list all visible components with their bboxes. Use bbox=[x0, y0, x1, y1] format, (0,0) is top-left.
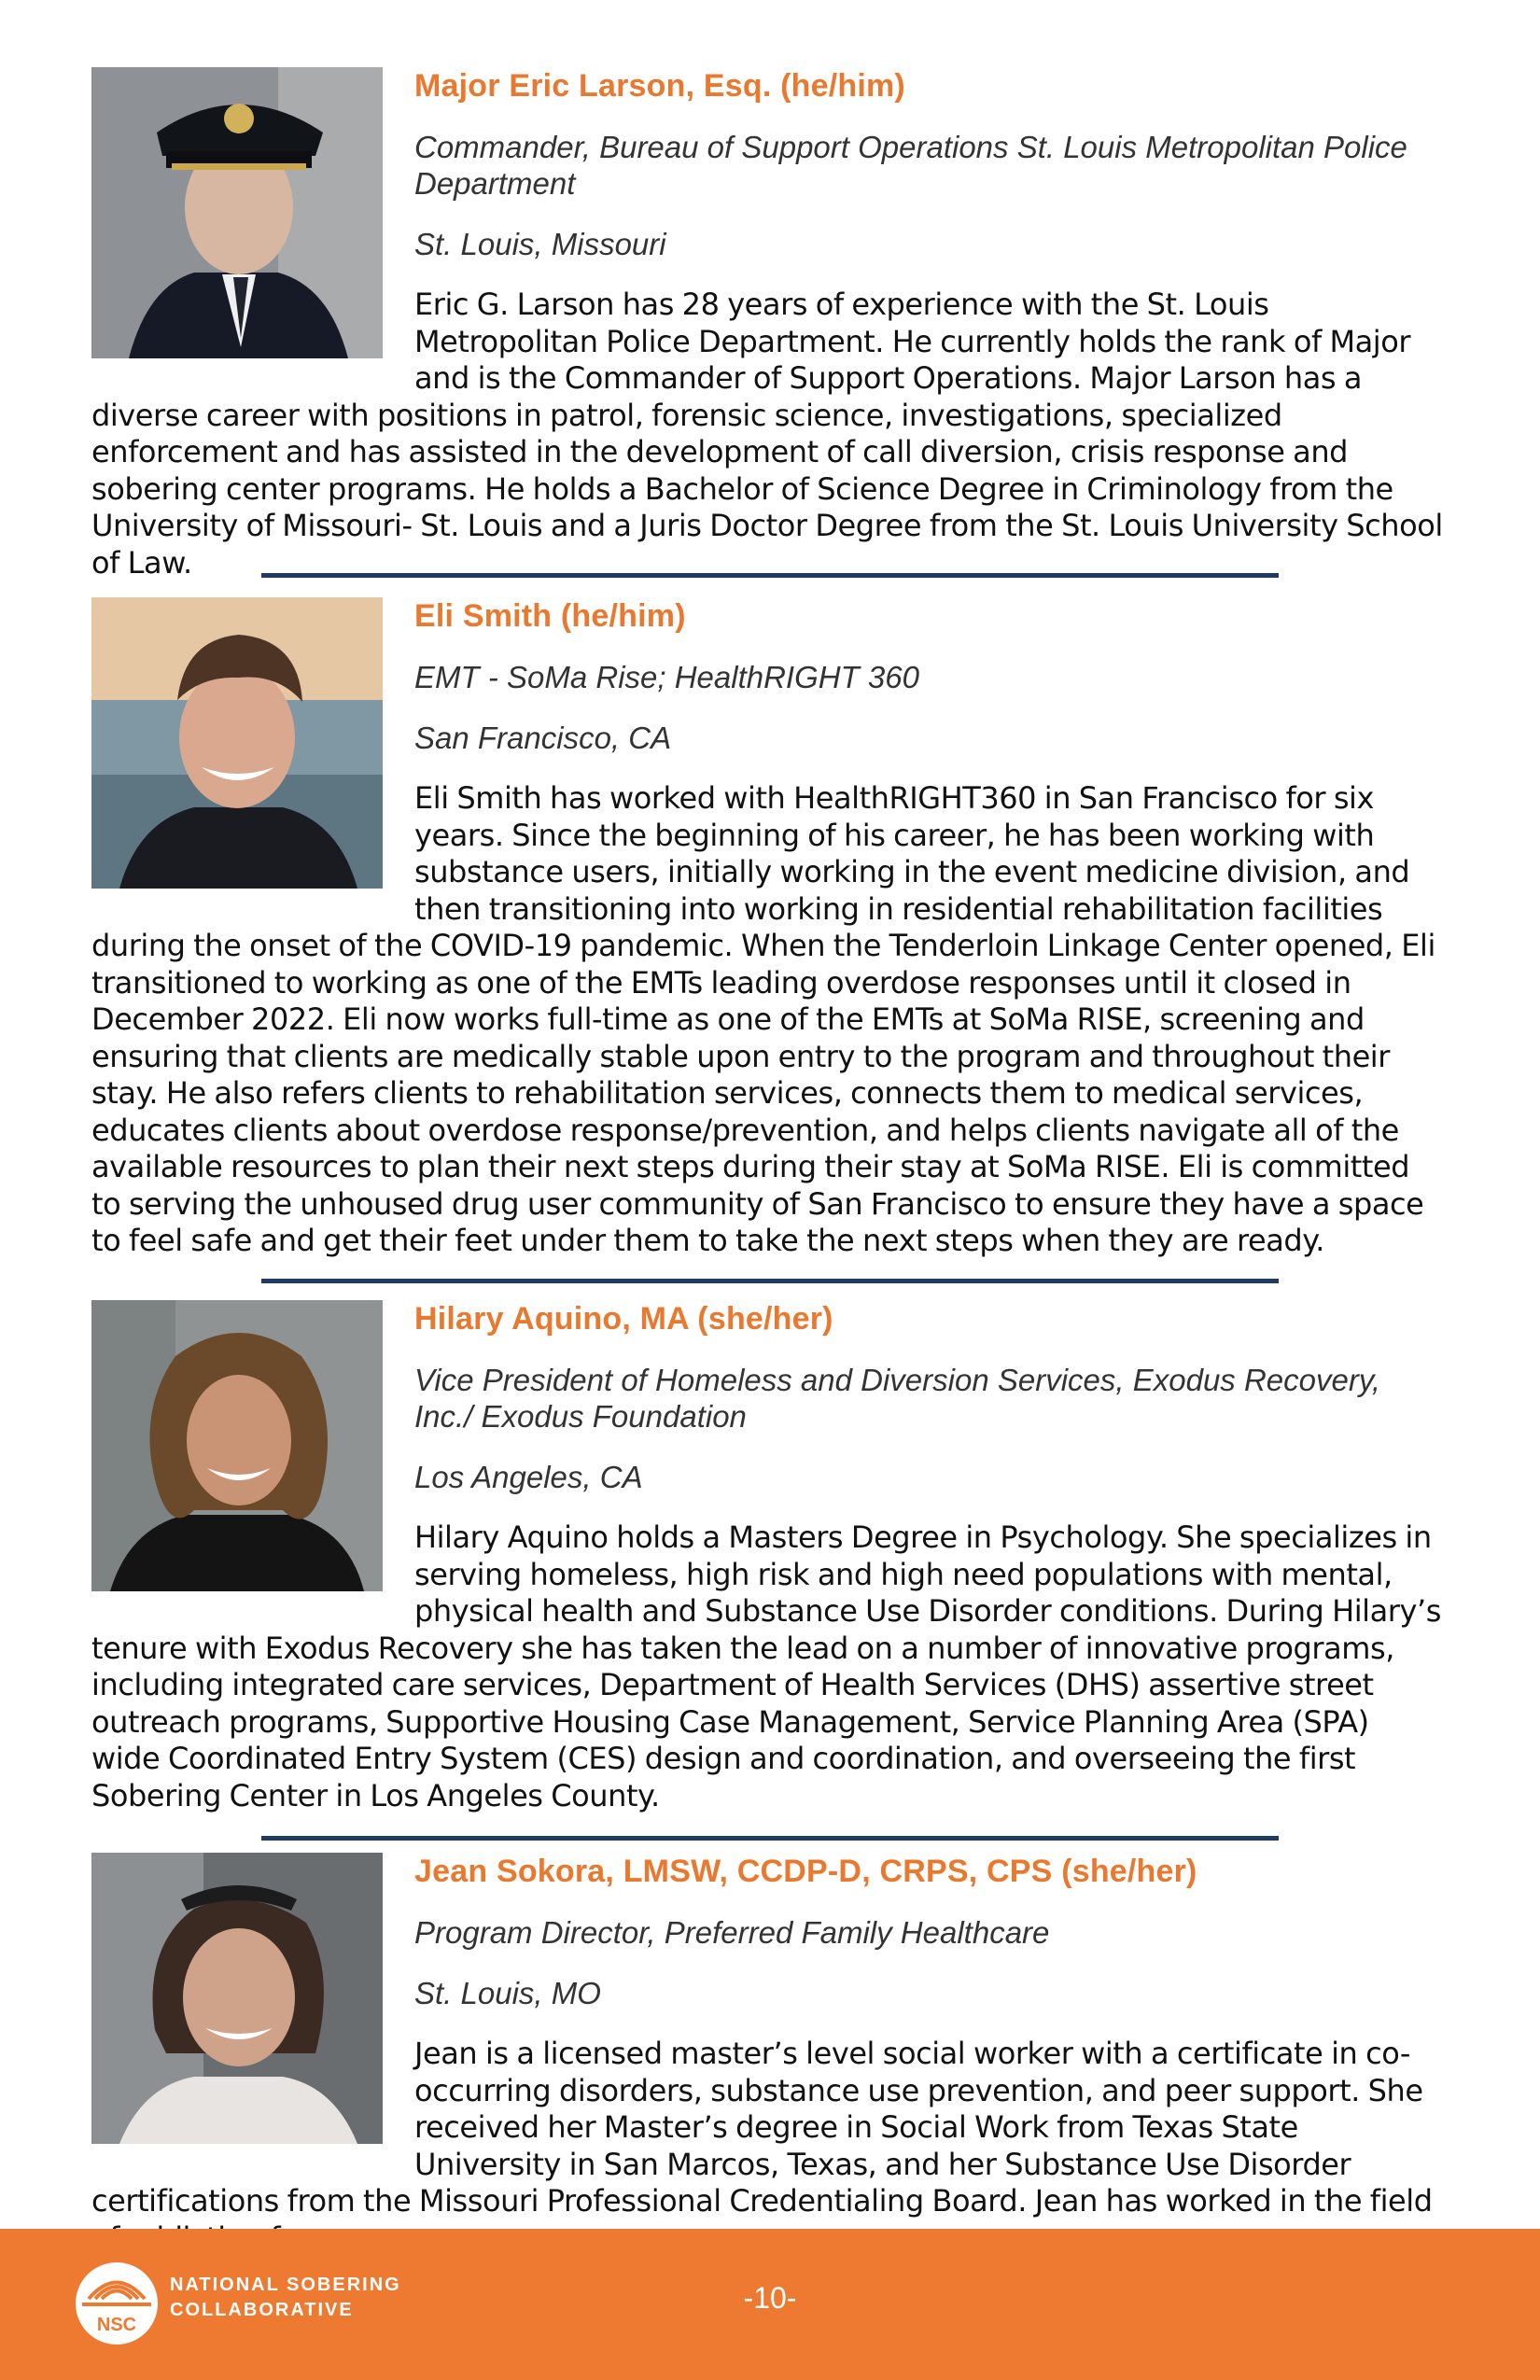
headshot-photo bbox=[91, 67, 383, 358]
speaker-bio: Hilary Aquino holds a Masters Degree in Psychology. She specializes in serving homeless, high risk and high need populations with mental, physical health and Substance Use Disorder conditions. During Hilary’s tenure with Exodus Recovery she has taken the lead on a number of innovative programs, including integrated care services, Department of Health Services (DHS) assertive street outreach programs, Supportive Housing Case Management, Service Planning Area (SPA) wide Coordinated Entry System (CES) design and coordination, and overseeing the first Sobering Center in Los Angeles County. bbox=[91, 1519, 1441, 1813]
page-number: -10- bbox=[743, 2281, 797, 2315]
logo-abbrev: NSC bbox=[96, 2315, 137, 2335]
speaker-name: Eli Smith (he/him) bbox=[414, 598, 686, 634]
speaker-title: Program Director, Preferred Family Healthcare bbox=[414, 1915, 1050, 1950]
speaker-title: Commander, Bureau of Support Operations St. Louis Metropolitan Police Department bbox=[414, 130, 1407, 201]
section-divider bbox=[261, 1836, 1279, 1841]
bio-eric-larson bbox=[91, 67, 1445, 581]
logo-line-2: COLLABORATIVE bbox=[170, 2300, 354, 2320]
nsc-logo-icon bbox=[75, 2261, 159, 2345]
bio-jean-sokora bbox=[91, 1853, 1445, 2257]
logo-line-1: NATIONAL SOBERING bbox=[170, 2275, 401, 2295]
headshot-photo bbox=[91, 1853, 383, 2144]
speaker-location: San Francisco, CA bbox=[414, 721, 672, 755]
speaker-name: Major Eric Larson, Esq. (he/him) bbox=[414, 68, 905, 104]
headshot-photo bbox=[91, 597, 383, 889]
speaker-location: St. Louis, Missouri bbox=[414, 227, 666, 261]
speaker-name: Hilary Aquino, MA (she/her) bbox=[414, 1301, 833, 1337]
speaker-bio: Eric G. Larson has 28 years of experience with the St. Louis Metropolitan Police Department. He currently holds the rank of Major and is the Commander of Support Operations. Major Larson has a diverse career with positions in patrol, forensic science, investigations, specialized enforcement and has assisted in the development of call diversion, crisis response and sobering center programs. He holds a Bachelor of Science Degree in Criminology from the University of Missouri- St. Louis and a Juris Doctor Degree from the St. Louis University School of Law. bbox=[91, 287, 1443, 581]
speaker-bio: Jean is a licensed master’s level social worker with a certificate in co-occurring disorders, substance use prevention, and peer support. She received her Master’s degree in Social Work from Texas State University in San Marcos, Texas, and her Substance Use Disorder certifications from the Missouri Professional Credentialing Board. Jean has worked in the field bbox=[91, 2036, 1433, 2219]
logo-wordmark bbox=[170, 2273, 401, 2323]
speaker-bio: Eli Smith has worked with HealthRIGHT360 in San Francisco for six years. Since the beginning of his career, he has been working with substance users, initially working in the event medicine division, and then transitioning into working in residential rehabilitation facilities during the onset of the COVID-19 pandemic. When the Tenderloin Linkage Center opened, Eli transitioned to working as one of the EMTs leading overdose responses until it closed in December 2022. Eli now works full-time as one of the EMTs at SoMa RISE, screening and ensuring that clients are medically stable upon entry to the program and throughout their stay. He also refers clients to rehabilitation services, connects them to medical services, educates clients about overdose response/prevention, and helps clients navigate all of the available resources to plan their next steps during their stay at SoMa RISE. Eli is committed to serving the unhoused drug user community of San Francisco to ensure they have a space to feel safe and get their feet under them to take the next steps when they are ready. bbox=[91, 780, 1435, 1258]
headshot-photo bbox=[91, 1300, 383, 1591]
speaker-location: Los Angeles, CA bbox=[414, 1460, 643, 1494]
section-divider bbox=[261, 1279, 1279, 1283]
bio-eli-smith bbox=[91, 597, 1445, 1260]
bio-hilary-aquino bbox=[91, 1300, 1445, 1814]
page-footer bbox=[0, 2229, 1540, 2380]
speaker-location: St. Louis, MO bbox=[414, 1976, 601, 2010]
speaker-title: Vice President of Homeless and Diversion Services, Exodus Recovery, Inc./ Exodus Foundation bbox=[414, 1363, 1381, 1434]
speaker-name: Jean Sokora, LMSW, CCDP-D, CRPS, CPS (she/her) bbox=[414, 1854, 1197, 1889]
section-divider bbox=[261, 573, 1279, 578]
speaker-title: EMT - SoMa Rise; HealthRIGHT 360 bbox=[414, 660, 919, 694]
